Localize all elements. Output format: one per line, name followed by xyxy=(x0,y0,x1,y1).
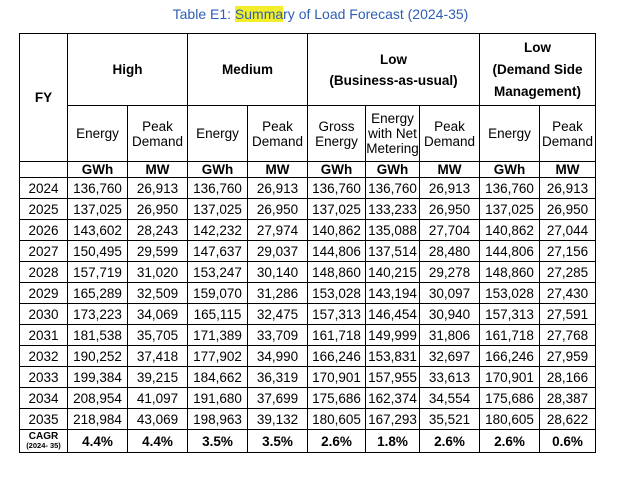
value-cell: 198,963 xyxy=(188,409,248,430)
value-cell: 26,913 xyxy=(540,178,596,199)
value-cell: 147,637 xyxy=(188,241,248,262)
cagr-value: 3.5% xyxy=(188,430,248,453)
value-cell: 27,044 xyxy=(540,220,596,241)
value-cell: 218,984 xyxy=(68,409,128,430)
value-cell: 28,387 xyxy=(540,388,596,409)
value-cell: 159,070 xyxy=(188,283,248,304)
value-cell: 29,278 xyxy=(420,262,480,283)
fy-cell: 2027 xyxy=(20,241,68,262)
value-cell: 161,718 xyxy=(308,325,366,346)
col-header: Peak Demand xyxy=(128,106,188,162)
value-cell: 170,901 xyxy=(308,367,366,388)
value-cell: 35,705 xyxy=(128,325,188,346)
value-cell: 29,599 xyxy=(128,241,188,262)
unit-label: GWh xyxy=(366,162,420,178)
value-cell: 208,954 xyxy=(68,388,128,409)
value-cell: 27,704 xyxy=(420,220,480,241)
load-forecast-table xyxy=(19,33,596,453)
fy-cell: 2032 xyxy=(20,346,68,367)
value-cell: 190,252 xyxy=(68,346,128,367)
value-cell: 33,709 xyxy=(248,325,308,346)
value-cell: 27,959 xyxy=(540,346,596,367)
value-cell: 148,860 xyxy=(480,262,540,283)
value-cell: 28,480 xyxy=(420,241,480,262)
caption-suffix: ry of Load Forecast (2024-35) xyxy=(283,6,469,22)
value-cell: 34,990 xyxy=(248,346,308,367)
value-cell: 137,025 xyxy=(68,199,128,220)
table-row xyxy=(20,241,596,262)
table-row xyxy=(20,262,596,283)
cagr-value: 0.6% xyxy=(540,430,596,453)
col-header: Peak Demand xyxy=(540,106,596,162)
value-cell: 157,313 xyxy=(308,304,366,325)
value-cell: 27,285 xyxy=(540,262,596,283)
value-cell: 144,806 xyxy=(308,241,366,262)
value-cell: 150,495 xyxy=(68,241,128,262)
value-cell: 32,509 xyxy=(128,283,188,304)
cagr-value: 2.6% xyxy=(308,430,366,453)
value-cell: 136,760 xyxy=(366,178,420,199)
value-cell: 175,686 xyxy=(308,388,366,409)
value-cell: 137,025 xyxy=(308,199,366,220)
fy-cell: 2033 xyxy=(20,367,68,388)
cagr-row xyxy=(20,430,596,453)
value-cell: 153,028 xyxy=(480,283,540,304)
table-row xyxy=(20,220,596,241)
fy-cell: 2030 xyxy=(20,304,68,325)
table-row xyxy=(20,304,596,325)
value-cell: 143,194 xyxy=(366,283,420,304)
caption-prefix: Table E1: xyxy=(172,6,235,22)
value-cell: 39,215 xyxy=(128,367,188,388)
cagr-value: 2.6% xyxy=(480,430,540,453)
value-cell: 30,140 xyxy=(248,262,308,283)
value-cell: 27,591 xyxy=(540,304,596,325)
cagr-value: 4.4% xyxy=(68,430,128,453)
fy-cell: 2031 xyxy=(20,325,68,346)
cagr-label: CAGR (2024- 35) xyxy=(20,430,68,453)
value-cell: 180,605 xyxy=(308,409,366,430)
value-cell: 137,514 xyxy=(366,241,420,262)
value-cell: 177,902 xyxy=(188,346,248,367)
table-row xyxy=(20,283,596,304)
col-header: Gross Energy xyxy=(308,106,366,162)
value-cell: 148,860 xyxy=(308,262,366,283)
table-row xyxy=(20,178,596,199)
value-cell: 149,999 xyxy=(366,325,420,346)
table-row xyxy=(20,199,596,220)
value-cell: 157,955 xyxy=(366,367,420,388)
value-cell: 137,025 xyxy=(480,199,540,220)
scenario-high-header: High xyxy=(68,34,188,106)
cagr-value: 3.5% xyxy=(248,430,308,453)
value-cell: 181,538 xyxy=(68,325,128,346)
value-cell: 26,913 xyxy=(248,178,308,199)
value-cell: 133,233 xyxy=(366,199,420,220)
value-cell: 199,384 xyxy=(68,367,128,388)
col-header: Energy xyxy=(188,106,248,162)
value-cell: 30,940 xyxy=(420,304,480,325)
value-cell: 28,622 xyxy=(540,409,596,430)
value-cell: 191,680 xyxy=(188,388,248,409)
value-cell: 143,602 xyxy=(68,220,128,241)
table-row xyxy=(20,388,596,409)
value-cell: 153,831 xyxy=(366,346,420,367)
fy-cell: 2035 xyxy=(20,409,68,430)
unit-label: MW xyxy=(248,162,308,178)
fy-cell: 2028 xyxy=(20,262,68,283)
value-cell: 140,862 xyxy=(480,220,540,241)
unit-label: GWh xyxy=(480,162,540,178)
value-cell: 171,389 xyxy=(188,325,248,346)
value-cell: 153,247 xyxy=(188,262,248,283)
value-cell: 170,901 xyxy=(480,367,540,388)
cagr-value: 4.4% xyxy=(128,430,188,453)
caption-highlight: Summa xyxy=(234,6,284,22)
col-header: Peak Demand xyxy=(420,106,480,162)
value-cell: 39,132 xyxy=(248,409,308,430)
value-cell: 32,697 xyxy=(420,346,480,367)
scenario-low-dsm-header: Low (Demand Side Management) xyxy=(480,34,596,106)
unit-label: GWh xyxy=(68,162,128,178)
table-row xyxy=(20,409,596,430)
table-row xyxy=(20,325,596,346)
cagr-value: 1.8% xyxy=(366,430,420,453)
value-cell: 26,950 xyxy=(248,199,308,220)
value-cell: 26,950 xyxy=(128,199,188,220)
value-cell: 167,293 xyxy=(366,409,420,430)
value-cell: 31,020 xyxy=(128,262,188,283)
value-cell: 33,613 xyxy=(420,367,480,388)
table-row xyxy=(20,346,596,367)
value-cell: 142,232 xyxy=(188,220,248,241)
value-cell: 136,760 xyxy=(308,178,366,199)
table-caption xyxy=(0,6,641,22)
fy-header: FY xyxy=(20,34,68,162)
value-cell: 30,097 xyxy=(420,283,480,304)
value-cell: 166,246 xyxy=(308,346,366,367)
value-cell: 27,974 xyxy=(248,220,308,241)
unit-spacer xyxy=(20,162,68,178)
unit-label: MW xyxy=(420,162,480,178)
value-cell: 165,115 xyxy=(188,304,248,325)
fy-cell: 2024 xyxy=(20,178,68,199)
value-cell: 34,554 xyxy=(420,388,480,409)
value-cell: 140,215 xyxy=(366,262,420,283)
value-cell: 32,475 xyxy=(248,304,308,325)
value-cell: 26,913 xyxy=(420,178,480,199)
value-cell: 28,166 xyxy=(540,367,596,388)
cagr-value: 2.6% xyxy=(420,430,480,453)
value-cell: 37,699 xyxy=(248,388,308,409)
value-cell: 162,374 xyxy=(366,388,420,409)
value-cell: 26,950 xyxy=(420,199,480,220)
value-cell: 27,768 xyxy=(540,325,596,346)
col-header: Peak Demand xyxy=(248,106,308,162)
value-cell: 144,806 xyxy=(480,241,540,262)
table-row xyxy=(20,367,596,388)
fy-cell: 2034 xyxy=(20,388,68,409)
value-cell: 184,662 xyxy=(188,367,248,388)
value-cell: 28,243 xyxy=(128,220,188,241)
value-cell: 26,950 xyxy=(540,199,596,220)
value-cell: 27,156 xyxy=(540,241,596,262)
value-cell: 136,760 xyxy=(480,178,540,199)
col-header: Energy with Net Metering xyxy=(366,106,420,162)
value-cell: 161,718 xyxy=(480,325,540,346)
unit-label: MW xyxy=(540,162,596,178)
value-cell: 41,097 xyxy=(128,388,188,409)
value-cell: 166,246 xyxy=(480,346,540,367)
value-cell: 35,521 xyxy=(420,409,480,430)
value-cell: 140,862 xyxy=(308,220,366,241)
value-cell: 137,025 xyxy=(188,199,248,220)
col-header: Energy xyxy=(480,106,540,162)
value-cell: 157,313 xyxy=(480,304,540,325)
scenario-medium-header: Medium xyxy=(188,34,308,106)
scenario-low-bau-header: Low (Business-as-usual) xyxy=(308,34,480,106)
value-cell: 34,069 xyxy=(128,304,188,325)
value-cell: 135,088 xyxy=(366,220,420,241)
value-cell: 157,719 xyxy=(68,262,128,283)
fy-cell: 2025 xyxy=(20,199,68,220)
value-cell: 31,286 xyxy=(248,283,308,304)
value-cell: 136,760 xyxy=(188,178,248,199)
value-cell: 165,289 xyxy=(68,283,128,304)
value-cell: 175,686 xyxy=(480,388,540,409)
unit-label: GWh xyxy=(308,162,366,178)
value-cell: 43,069 xyxy=(128,409,188,430)
value-cell: 31,806 xyxy=(420,325,480,346)
value-cell: 173,223 xyxy=(68,304,128,325)
value-cell: 26,913 xyxy=(128,178,188,199)
unit-label: GWh xyxy=(188,162,248,178)
fy-cell: 2026 xyxy=(20,220,68,241)
value-cell: 29,037 xyxy=(248,241,308,262)
value-cell: 36,319 xyxy=(248,367,308,388)
value-cell: 153,028 xyxy=(308,283,366,304)
col-header: Energy xyxy=(68,106,128,162)
unit-label: MW xyxy=(128,162,188,178)
value-cell: 146,454 xyxy=(366,304,420,325)
value-cell: 27,430 xyxy=(540,283,596,304)
fy-cell: 2029 xyxy=(20,283,68,304)
value-cell: 180,605 xyxy=(480,409,540,430)
value-cell: 136,760 xyxy=(68,178,128,199)
value-cell: 37,418 xyxy=(128,346,188,367)
